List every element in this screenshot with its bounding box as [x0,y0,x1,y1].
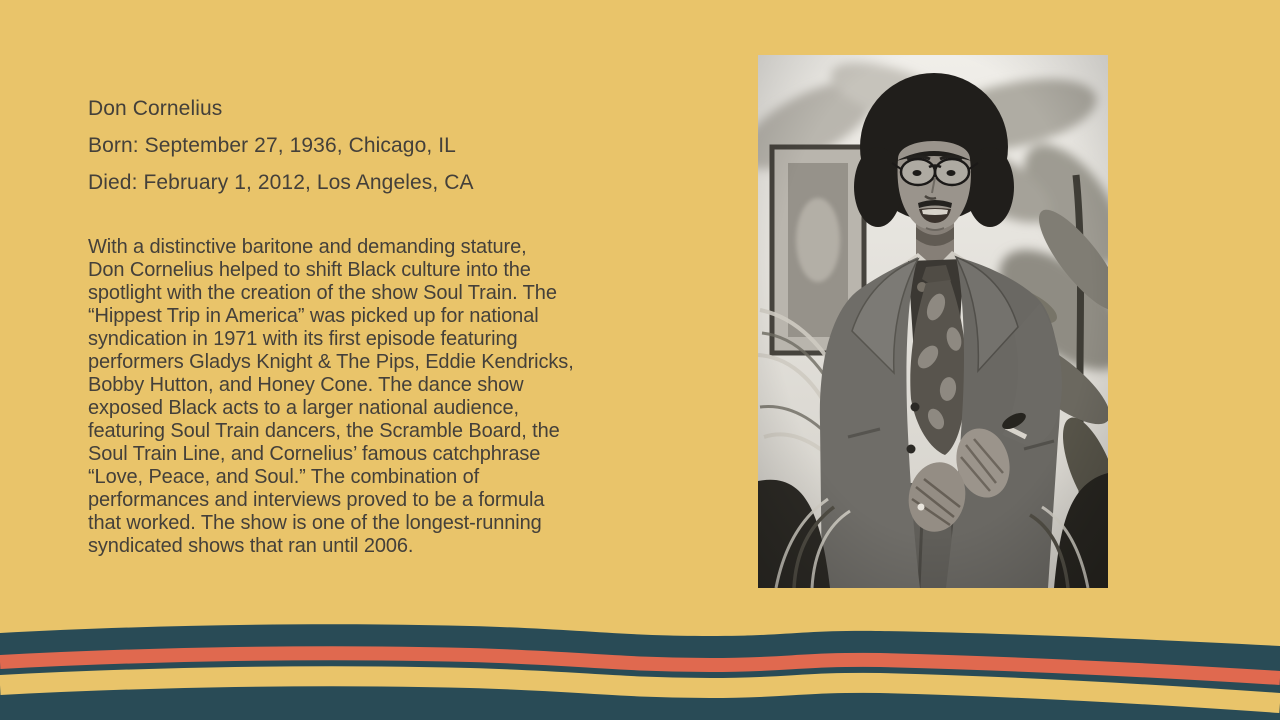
bio-line: exposed Black acts to a larger national audience, [88,397,519,419]
bio-line: spotlight with the creation of the show Soul Train. The [88,282,557,304]
bio-line: syndicated shows that ran until 2006. [88,535,414,557]
bio-paragraph [88,236,574,558]
person-name: Don Cornelius [88,97,223,120]
bio-line: “Love, Peace, and Soul.” The combination of [88,466,480,488]
bio-line: “Hippest Trip in America” was picked up for national [88,305,539,327]
bio-line: featuring Soul Train dancers, the Scramble Board, the [88,420,560,442]
don-cornelius-photo-art [758,55,1108,588]
bio-line: performances and interviews proved to be a formula [88,489,545,511]
bio-line: Bobby Hutton, and Honey Cone. The dance show [88,374,524,396]
don-cornelius-photo [758,55,1108,588]
bio-line: Don Cornelius helped to shift Black culture into the [88,259,531,281]
bio-line: performers Gladys Knight & The Pips, Eddie Kendricks, [88,351,574,373]
person-header [88,90,474,201]
bio-line: Soul Train Line, and Cornelius’ famous catchphrase [88,443,541,465]
person-born: Born: September 27, 1936, Chicago, IL [88,134,456,157]
bottom-wave-decoration [0,610,1280,720]
bio-line: syndication in 1971 with its first episode featuring [88,328,518,350]
bio-line: With a distinctive baritone and demanding stature, [88,236,527,258]
bio-line: that worked. The show is one of the longest-running [88,512,542,534]
person-died: Died: February 1, 2012, Los Angeles, CA [88,171,474,194]
